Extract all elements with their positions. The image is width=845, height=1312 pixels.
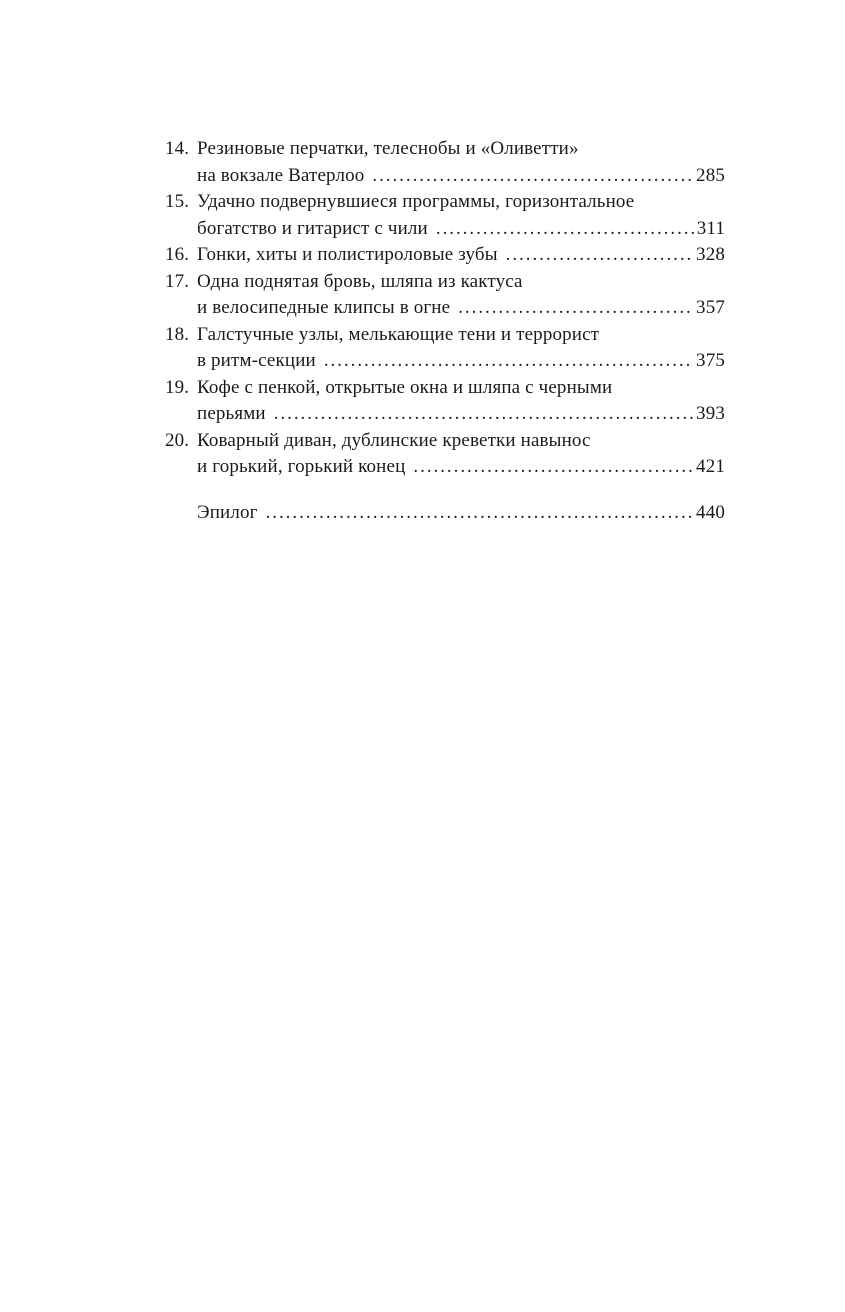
toc-entry-last-line	[197, 401, 725, 428]
toc-entry-page-number: 421	[696, 456, 725, 477]
dot-leader	[436, 216, 694, 243]
toc-entry-last-line	[197, 348, 725, 375]
toc-entry-title-line: Коварный диван, дублинские креветки навынос	[197, 429, 591, 451]
toc-entry-16[interactable]	[165, 242, 725, 269]
dot-leader	[372, 163, 693, 190]
toc-entry-19[interactable]	[165, 375, 725, 428]
toc-entry-number: 16.	[165, 244, 190, 265]
toc-entry-18[interactable]	[165, 322, 725, 375]
dot-leader	[458, 295, 693, 322]
toc-entry-title-line: Кофе с пенкой, открытые окна и шляпа с черными	[197, 376, 613, 398]
toc-entry-title-end: богатство и гитарист с чили	[197, 217, 428, 239]
toc-entry-title-line: Одна поднятая бровь, шляпа из кактуса	[197, 270, 523, 292]
dot-leader	[324, 348, 693, 375]
toc-entry-last-line	[197, 500, 725, 527]
toc-entry-epilogue[interactable]	[165, 500, 725, 527]
toc-entry-body	[197, 322, 725, 375]
dot-leader	[413, 454, 693, 481]
epilogue-page-number: 440	[696, 501, 725, 523]
toc-entry-body	[197, 428, 725, 481]
toc-entry-page-number: 375	[696, 350, 725, 371]
toc-entry-page-number: 311	[696, 217, 725, 239]
dot-leader	[274, 401, 693, 428]
toc-entry-number: 15.	[165, 191, 190, 212]
toc-entry-15[interactable]	[165, 189, 725, 242]
toc-entry-last-line	[197, 163, 725, 190]
toc-entry-title-end: на вокзале Ватерлоо	[197, 164, 365, 186]
dot-leader	[506, 242, 693, 269]
toc-entry-body	[197, 136, 725, 189]
toc-entry-title-line: Удачно подвернувшиеся программы, горизонтальное	[197, 191, 635, 212]
toc-entry-page-number: 393	[696, 403, 725, 424]
toc-entry-17[interactable]	[165, 269, 725, 322]
toc-entry-body	[197, 375, 725, 428]
epilogue-label: Эпилог	[197, 501, 258, 523]
toc-entry-page-number: 285	[696, 164, 725, 186]
toc-entry-number: 18.	[165, 323, 190, 345]
toc-entry-last-line	[197, 295, 725, 322]
toc-entry-body	[197, 500, 725, 527]
toc-entry-body	[197, 189, 725, 242]
toc-entry-number-empty	[165, 500, 197, 527]
toc-entry-page-number: 357	[696, 297, 725, 318]
toc-entry-body	[197, 242, 725, 269]
toc-entry-title-line: Галстучные узлы, мелькающие тени и террорист	[197, 323, 600, 345]
toc-entry-title-end: перьями	[197, 403, 266, 424]
dot-leader	[266, 500, 693, 527]
toc-entry-title-end: и горький, горький конец	[197, 456, 406, 477]
toc-entry-number: 20.	[165, 429, 190, 451]
toc-entry-title-line: Резиновые перчатки, телеснобы и «Оливетти»	[197, 138, 579, 159]
toc-entry-number: 19.	[165, 376, 190, 398]
spacer	[165, 481, 725, 500]
toc-entry-page-number: 328	[696, 244, 725, 265]
toc-entry-last-line	[197, 216, 725, 243]
toc-entry-number: 14.	[165, 138, 190, 159]
toc-entry-14[interactable]	[165, 136, 725, 189]
toc-entry-last-line	[197, 242, 725, 269]
table-of-contents	[165, 136, 725, 526]
toc-entry-title-end: и велосипедные клипсы в огне	[197, 297, 451, 318]
toc-entry-number: 17.	[165, 270, 190, 292]
toc-entry-title-end: в ритм-секции	[197, 350, 316, 371]
toc-entry-last-line	[197, 454, 725, 481]
toc-entry-20[interactable]	[165, 428, 725, 481]
toc-entry-title-end: Гонки, хиты и полистироловые зубы	[197, 244, 498, 265]
toc-entry-body	[197, 269, 725, 322]
